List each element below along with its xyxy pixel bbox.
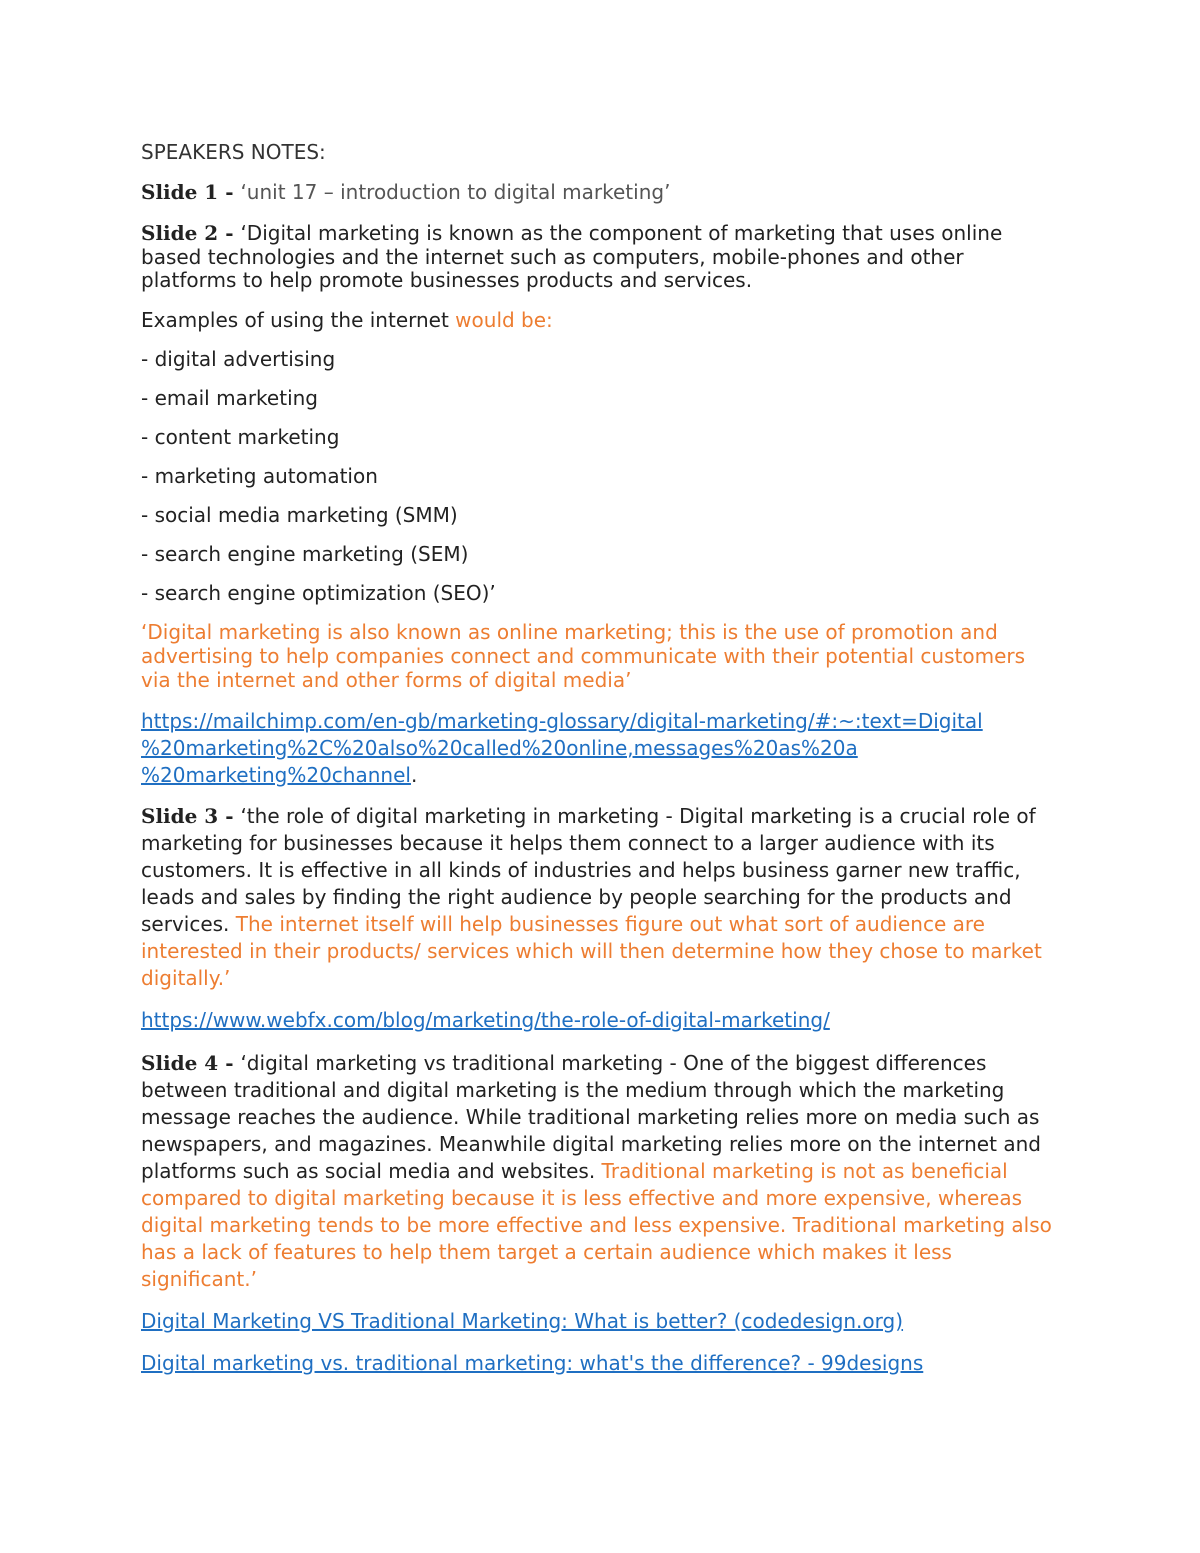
slide-1-label: Slide 1 - (141, 180, 241, 204)
codedesign-link-paragraph (141, 1309, 1061, 1333)
list-item: - search engine optimization (SEO)’ (141, 580, 496, 605)
99designs-link-paragraph (141, 1351, 1061, 1375)
list-item: - email marketing (141, 385, 318, 410)
page-heading: SPEAKERS NOTES: (141, 140, 326, 164)
slide-4-paragraph (141, 1050, 1061, 1293)
examples-list (141, 347, 1061, 605)
slide-3-text: ‘the role of digital marketing in marketing - Digital marketing is a crucial role of marketing for businesses because it helps them connect to a larger audience with its customers. It is effective in all kinds of industries and helps business garner new traffic, leads and sales by finding the right audience by people searching for the products and services. (141, 803, 1036, 936)
codedesign-link[interactable]: Digital Marketing VS Traditional Marketing: What is better? (codedesign.org) (141, 1308, 904, 1333)
slide-4-label: Slide 4 - (141, 1050, 241, 1075)
document-page (141, 140, 1061, 1389)
slide-4-highlight: Traditional marketing is not as beneficial compared to digital marketing because it is less effective and more expensive, whereas digital marketing tends to be more effective and less expensive. Traditional marketing also has a lack of features to help them target a certain audience which makes it less significant.’ (141, 1158, 1052, 1291)
slide-1-text: ‘unit 17 – introduction to digital marketing’ (240, 180, 671, 204)
mailchimp-link-paragraph (141, 708, 1061, 789)
examples-intro-highlight: would be: (455, 307, 553, 332)
slide-4-text: ‘digital marketing vs traditional marketing - One of the biggest differences between traditional and digital marketing is the medium through which the marketing message reaches the audience. While traditional marketing relies more on media such as newspapers, and magazines. Meanwhile digital marketing relies more on the internet and platforms such as social media and websites. (141, 1050, 1041, 1183)
list-item: - content marketing (141, 424, 340, 449)
list-item: - search engine marketing (SEM) (141, 541, 469, 566)
webfx-link[interactable]: https://www.webfx.com/blog/marketing/the-role-of-digital-marketing/ (141, 1007, 830, 1032)
slide-2-label: Slide 2 - (141, 221, 241, 245)
mailchimp-link-line-1: https://mailchimp.com/en-gb/marketing-glossary/digital-marketing/#:~:text=Digital (141, 708, 983, 733)
examples-intro (141, 308, 1061, 332)
slide-3-label: Slide 3 - (141, 803, 241, 828)
slide-3-highlight: The internet itself will help businesses figure out what sort of audience are interested in their products/ services which will then determine how they chose to market digitally.’ (141, 911, 1042, 990)
list-item: - digital advertising (141, 346, 336, 371)
webfx-link-paragraph (141, 1008, 1061, 1032)
mailchimp-link-line-3: %20marketing%20channel (141, 762, 411, 787)
mailchimp-link-line-2: %20marketing%2C%20also%20called%20online,messages%20as%20a (141, 735, 858, 760)
link-suffix: . (410, 762, 418, 787)
examples-intro-text: Examples of using the internet (141, 307, 456, 332)
slide-2-paragraph (141, 222, 1061, 293)
99designs-link[interactable]: Digital marketing vs. traditional marketing: what's the difference? - 99designs (141, 1350, 924, 1375)
slide-1-paragraph (141, 180, 1061, 204)
mailchimp-link[interactable] (141, 709, 983, 787)
list-item: - marketing automation (141, 463, 378, 488)
slide-3-paragraph (141, 803, 1061, 992)
list-item: - social media marketing (SMM) (141, 502, 458, 527)
online-marketing-quote: ‘Digital marketing is also known as online marketing; this is the use of promotion and advertising to help companies connect and communicate with their potential customers via the internet and other forms of digital media’ (141, 619, 1026, 692)
slide-2-text: ‘Digital marketing is known as the component of marketing that uses online based technologies and the internet such as computers, mobile-phones and other platforms to help promote businesses products and services. (141, 221, 1003, 292)
